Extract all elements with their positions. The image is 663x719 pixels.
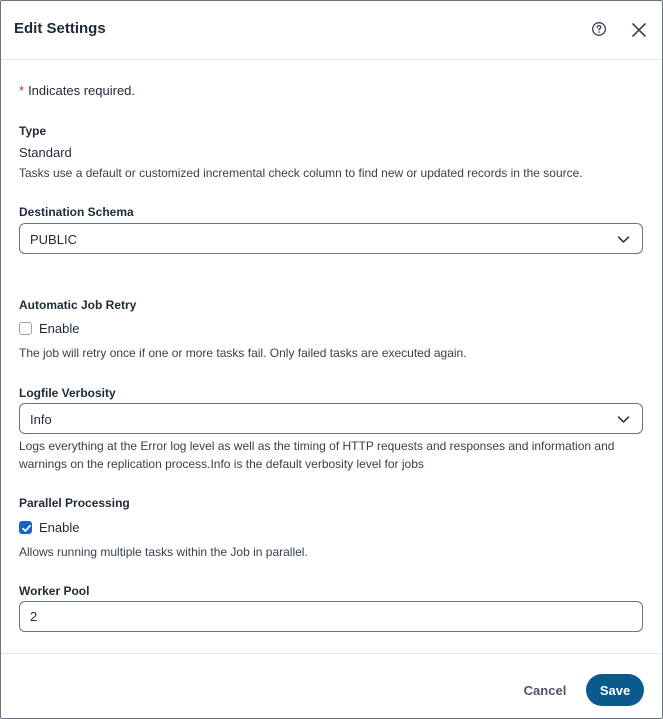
chevron-down-icon <box>617 233 630 246</box>
parallel-processing-checkbox[interactable] <box>19 521 32 534</box>
auto-job-retry-label: Automatic Job Retry <box>19 298 137 312</box>
cancel-button[interactable]: Cancel <box>513 674 577 706</box>
auto-job-retry-checkbox-row[interactable] <box>19 320 79 336</box>
dialog-header <box>1 1 662 60</box>
chevron-down-icon <box>617 413 630 426</box>
destination-schema-label: Destination Schema <box>19 205 134 219</box>
help-circle-icon[interactable] <box>591 21 607 37</box>
auto-job-retry-help-text: The job will retry once if one or more tasks fail. Only failed tasks are executed again. <box>19 346 467 360</box>
close-icon[interactable] <box>631 22 647 38</box>
parallel-processing-help-text: Allows running multiple tasks within the Job in parallel. <box>19 545 308 559</box>
save-button[interactable]: Save <box>586 674 644 706</box>
destination-schema-value: PUBLIC <box>30 232 77 247</box>
type-value: Standard <box>19 145 72 160</box>
required-note-text: Indicates required. <box>28 83 136 98</box>
parallel-processing-checkbox-label: Enable <box>39 519 80 535</box>
auto-job-retry-checkbox[interactable] <box>19 322 32 335</box>
checkmark-icon <box>21 523 32 534</box>
required-star: * <box>19 83 25 98</box>
auto-job-retry-checkbox-label: Enable <box>39 320 80 336</box>
dialog-title: Edit Settings <box>14 20 106 37</box>
parallel-processing-label: Parallel Processing <box>19 496 130 510</box>
parallel-processing-checkbox-row[interactable] <box>19 519 79 535</box>
required-note <box>19 83 135 98</box>
logfile-verbosity-help-text: Logs everything at the Error log level as well as the timing of HTTP requests and responses and information and warnings on the replication process.Info is the default verbosity level for jobs <box>19 439 615 471</box>
type-help-text: Tasks use a default or customized incremental check column to find new or updated records in the source. <box>19 166 583 180</box>
worker-pool-label: Worker Pool <box>19 584 90 598</box>
dialog-footer <box>1 653 662 718</box>
destination-schema-select[interactable] <box>19 223 643 254</box>
logfile-verbosity-value: Info <box>30 412 52 427</box>
logfile-verbosity-label: Logfile Verbosity <box>19 386 116 400</box>
logfile-verbosity-select[interactable] <box>19 403 643 434</box>
worker-pool-input[interactable] <box>19 601 643 632</box>
type-label: Type <box>19 124 47 138</box>
